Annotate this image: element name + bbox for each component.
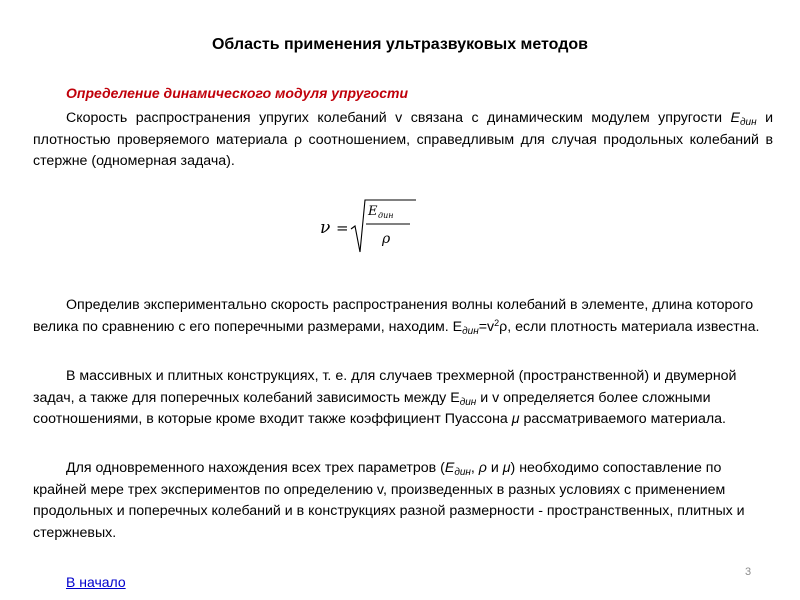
p4-symbol-mu: μ — [502, 460, 511, 476]
back-to-start-link[interactable]: В начало — [66, 574, 126, 590]
p1-symbol-rho: ρ — [293, 131, 303, 148]
p1-text-b: связана с динамическим модулем упругости — [402, 110, 731, 126]
p1-text-d: соотношением, справедливым для случая продольных колебаний в стержне (одномерная задача). — [33, 131, 773, 169]
p2-subscript-din: дин — [462, 325, 479, 337]
p3-text-c: определяется более сложными соотношениями, в которые кроме входит также коэффициент Пуассона — [33, 389, 711, 427]
p3-text-d: рассматриваемого материала. — [519, 411, 726, 427]
formula-denominator-rho: ρ — [382, 231, 391, 247]
p1-text-c: и плотностью проверяемого материала — [33, 110, 773, 148]
velocity-formula — [318, 196, 418, 260]
p3-symbol-v: v — [492, 389, 500, 406]
p1-text-a: Скорость распространения упругих колебаний — [66, 110, 396, 126]
p2-text-b: =v — [478, 318, 495, 335]
formula-numerator-sub: дин — [378, 211, 394, 220]
p1-subscript-din: дин — [740, 117, 757, 128]
p4-symbol-e: E — [444, 460, 455, 476]
p3-text-a: В массивных и плитных конструкциях, т. е. для случаев трехмерной (пространственной) и двумерной задач, а также для поперечных колебаний зависимость между — [33, 368, 737, 406]
p3-symbol-e: E — [450, 389, 460, 406]
page-number: 3 — [745, 566, 752, 578]
paragraph-velocity-relation — [33, 108, 773, 173]
p4-symbol-rho: ρ — [478, 460, 487, 476]
formula-equals: = — [336, 219, 349, 237]
p2-superscript-2: 2 — [494, 317, 500, 328]
p3-symbol-mu: μ — [511, 411, 520, 427]
p4-text-b: , — [470, 460, 479, 476]
paragraph-experimental — [33, 295, 773, 338]
formula-nu: ν — [320, 218, 331, 238]
p2-text-a: Определив экспериментально скорость распространения волны колебаний в элементе, длина которого велика по сравнению с его поперечными размерами, находим. — [33, 297, 754, 335]
p4-text-a: Для одновременного нахождения всех трех параметров ( — [66, 460, 445, 476]
formula-numerator-e: E — [368, 204, 378, 219]
paragraph-massive-structures — [33, 366, 773, 431]
p1-symbol-e: E — [730, 110, 740, 126]
p1-symbol-v: v — [395, 110, 403, 126]
p4-text-c: и — [486, 460, 503, 476]
p2-symbol-e: E — [452, 318, 463, 335]
p2-text-c: ρ, если плотность материала известна. — [499, 318, 760, 335]
p3-text-b: и — [476, 389, 493, 406]
p4-text-d: ) необходимо сопоставление по крайней мере трех экспериментов по определению v, произведенных в разных условиях с применением продольных и поперечных колебаний и в конструкциях разной размерности - пространственных, плитных и стержневых. — [33, 460, 745, 541]
paragraph-three-parameters — [33, 458, 773, 544]
section-subtitle: Определение динамического модуля упругости — [66, 85, 408, 101]
slide-title: Область применения ультразвуковых методов — [211, 36, 589, 53]
p3-subscript-din: дин — [459, 396, 477, 408]
p4-subscript-din: дин — [454, 467, 471, 478]
